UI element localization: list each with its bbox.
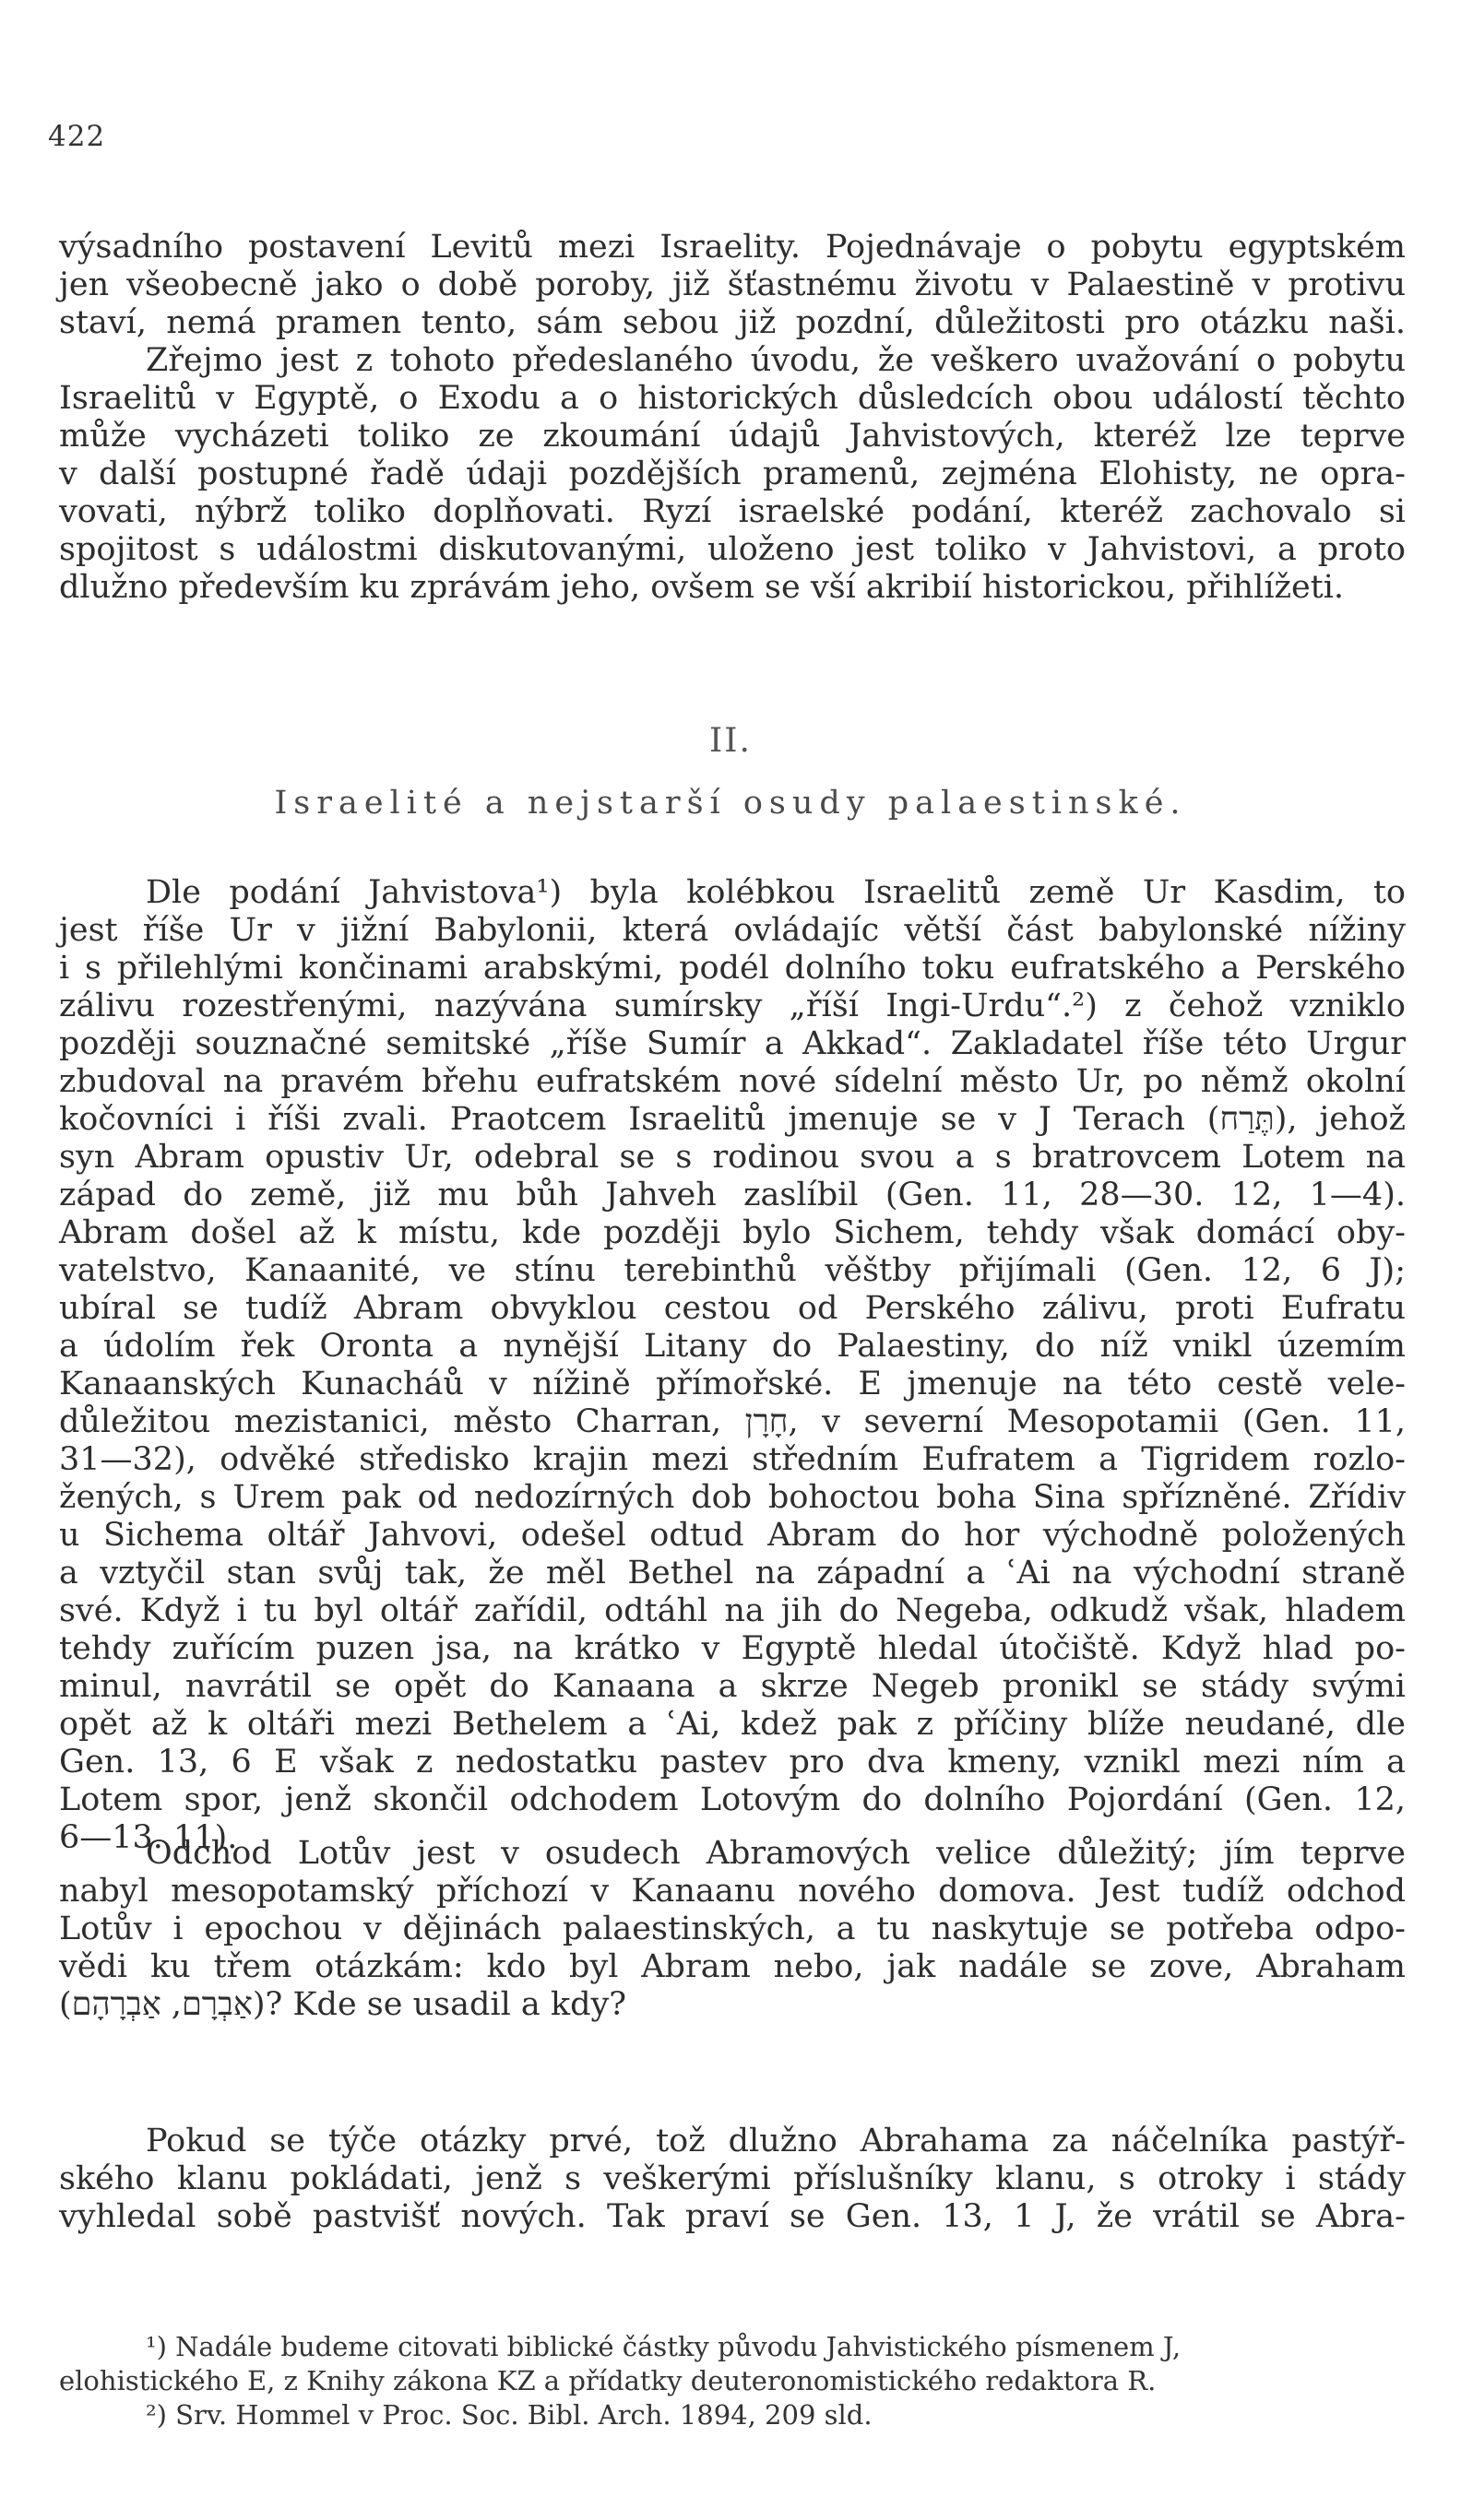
text-line: vědi ku třem otázkám: kdo byl Abram nebo, jak nadále se zove, Abraham: [59, 1948, 1406, 1985]
text-line: Lotem spor, jenž skončil odchodem Lotovým do dolního Pojordání (Gen. 12,: [59, 1781, 1406, 1818]
text-line: nabyl mesopotamský příchozí v Kanaanu nového domova. Jest tudíž odchod: [59, 1873, 1406, 1910]
paragraph-4: [59, 2123, 1406, 2236]
text-line: syn Abram opustiv Ur, odebral se s rodinou svou a s bratrovcem Lotem na: [59, 1139, 1406, 1176]
text-line: důležitou mezistanici, město Charran, חָרָן, v severní Mesopotamii (Gen. 11,: [59, 1403, 1406, 1440]
text-line: a údolím řek Oronta a nynější Litany do Palaestiny, do níž vnikl územím: [59, 1328, 1406, 1365]
text-line: Pokud se týče otázky prvé, tož dlužno Abrahama za náčelníka pastýř-: [146, 2123, 1406, 2159]
text-line: vovati, nýbrž toliko doplňovati. Ryzí israelské podání, kteréž zachovalo si: [59, 493, 1406, 530]
text-line: Lotův i epochou v dějinách palaestinských, a tu naskytuje se potřeba odpo-: [59, 1911, 1406, 1947]
text-line: zálivu rozestřenými, nazývána sumírsky „říší Ingi-Urdu“.²) z čehož vzniklo: [59, 988, 1406, 1024]
text-line: (אַבְרָם, אַבְרָהָם)? Kde se usadil a kdy?: [59, 1986, 627, 2023]
text-line: může vycházeti toliko ze zkoumání údajů Jahvistových, kteréž lze teprve: [59, 418, 1406, 455]
paragraph-2-text: [59, 874, 1406, 1857]
text-line: i s přilehlými končinami arabskými, podél dolního toku eufratského a Perského: [59, 950, 1406, 987]
text-line: 6—13. 11).: [59, 1819, 238, 1856]
text-line: kočovníci i říši zvali. Praotcem Israelitů jmenuje se v J Terach (תֶּרַח), jehož: [59, 1101, 1406, 1138]
text-line: Zřejmo jest z tohoto předeslaného úvodu, že veškero uvažování o pobytu: [146, 342, 1406, 379]
section-number: II.: [709, 722, 752, 760]
text-line: u Sichema oltář Jahvovi, odešel odtud Abram do hor východně položených: [59, 1517, 1406, 1554]
text-line: 31—32), odvěké středisko krajin mezi středním Eufratem a Tigridem rozlo-: [59, 1441, 1406, 1478]
paragraph-1: [59, 229, 1406, 607]
text-line: později souznačné semitské „říše Sumír a Akkad“. Zakladatel říše této Urgur: [59, 1025, 1406, 1062]
text-line: Abram došel až k místu, kde později bylo Sichem, tehdy však domácí oby-: [59, 1214, 1406, 1251]
text-line: jest říše Ur v jižní Babylonii, která ovládajíc větší část babylonské nížiny: [59, 912, 1406, 949]
text-line: Odchod Lotův jest v osudech Abramových velice důležitý; jím teprve: [146, 1835, 1406, 1872]
text-line: v další postupné řadě údaji pozdějších pramenů, zejména Elohisty, ne opra-: [59, 455, 1406, 492]
text-line: ubíral se tudíž Abram obvyklou cestou od Perského zálivu, proti Eufratu: [59, 1290, 1406, 1327]
paragraph-1-text: [59, 229, 1406, 607]
text-line: minul, navrátil se opět do Kanaana a skrze Negeb pronikl se stády svými: [59, 1668, 1406, 1705]
text-line: jen všeobecně jako o době poroby, již šťastnému životu v Palaestině v protivu: [59, 266, 1406, 303]
paragraph-4-text: [59, 2123, 1406, 2236]
page-number: 422: [48, 120, 106, 153]
text-line: opět až k oltáři mezi Bethelem a ʿAi, kdež pak z příčiny blíže neudané, dle: [59, 1706, 1406, 1743]
footnote-1: ¹) Nadále budeme citovati biblické částky původu Jahvistického písmenem J,: [146, 2331, 1182, 2362]
section-title: Israelité a nejstarší osudy palaestinské.: [274, 785, 1187, 822]
text-line: spojitost s událostmi diskutovanými, uloženo jest toliko v Jahvistovi, a proto: [59, 531, 1406, 568]
text-line: výsadního postavení Levitů mezi Israelity. Pojednávaje o pobytu egyptském: [59, 229, 1406, 266]
text-line: Dle podání Jahvistova¹) byla kolébkou Israelitů země Ur Kasdim, to: [146, 874, 1406, 911]
text-line: ského klanu pokládati, jenž s veškerými příslušníky klanu, s otroky i stády: [59, 2160, 1406, 2197]
text-line: a vztyčil stan svůj tak, že měl Bethel na západní a ʿAi na východní straně: [59, 1555, 1406, 1591]
paragraph-2: [59, 874, 1406, 1857]
paragraph-3-text: [59, 1835, 1406, 2024]
text-line: Israelitů v Egyptě, o Exodu a o historických důsledcích obou událostí těchto: [59, 380, 1406, 417]
footnote-2: ²) Srv. Hommel v Proc. Soc. Bibl. Arch. 1894, 209 sld.: [146, 2399, 873, 2431]
text-line: žených, s Urem pak od nedozírných dob bohoctou boha Sina spřízněné. Zřídiv: [59, 1479, 1406, 1516]
text-line: Kanaanských Kunacháů v nížině přímořské. E jmenuje na této cestě vele-: [59, 1366, 1406, 1402]
footnote-1-continuation: elohistického E, z Knihy zákona KZ a přídatky deuteronomistického redaktora R.: [59, 2365, 1157, 2396]
footnotes: [59, 2330, 1406, 2432]
text-line: západ do země, již mu bůh Jahveh zaslíbil (Gen. 11, 28—30. 12, 1—4).: [59, 1177, 1406, 1213]
text-line: vyhledal sobě pastvišť nových. Tak praví se Gen. 13, 1 J, že vrátil se Abra-: [59, 2198, 1406, 2235]
paragraph-3: [59, 1835, 1406, 2024]
text-line: vatelstvo, Kanaanité, ve stínu terebinthů věštby přijímali (Gen. 12, 6 J);: [59, 1252, 1406, 1289]
text-line: dlužno především ku zprávám jeho, ovšem se vší akribií historickou, přihlížeti.: [59, 569, 1345, 606]
text-line: své. Když i tu byl oltář zařídil, odtáhl na jih do Negeba, odkudž však, hladem: [59, 1592, 1406, 1629]
text-line: tehdy zuřícím puzen jsa, na krátko v Egyptě hledal útočiště. Když hlad po-: [59, 1630, 1406, 1667]
text-line: staví, nemá pramen tento, sám sebou již pozdní, důležitosti pro otázku naši.: [59, 304, 1406, 341]
text-line: Gen. 13, 6 E však z nedostatku pastev pro dva kmeny, vznikl mezi ním a: [59, 1744, 1406, 1781]
text-line: zbudoval na pravém břehu eufratském nové sídelní město Ur, po němž okolní: [59, 1063, 1406, 1100]
